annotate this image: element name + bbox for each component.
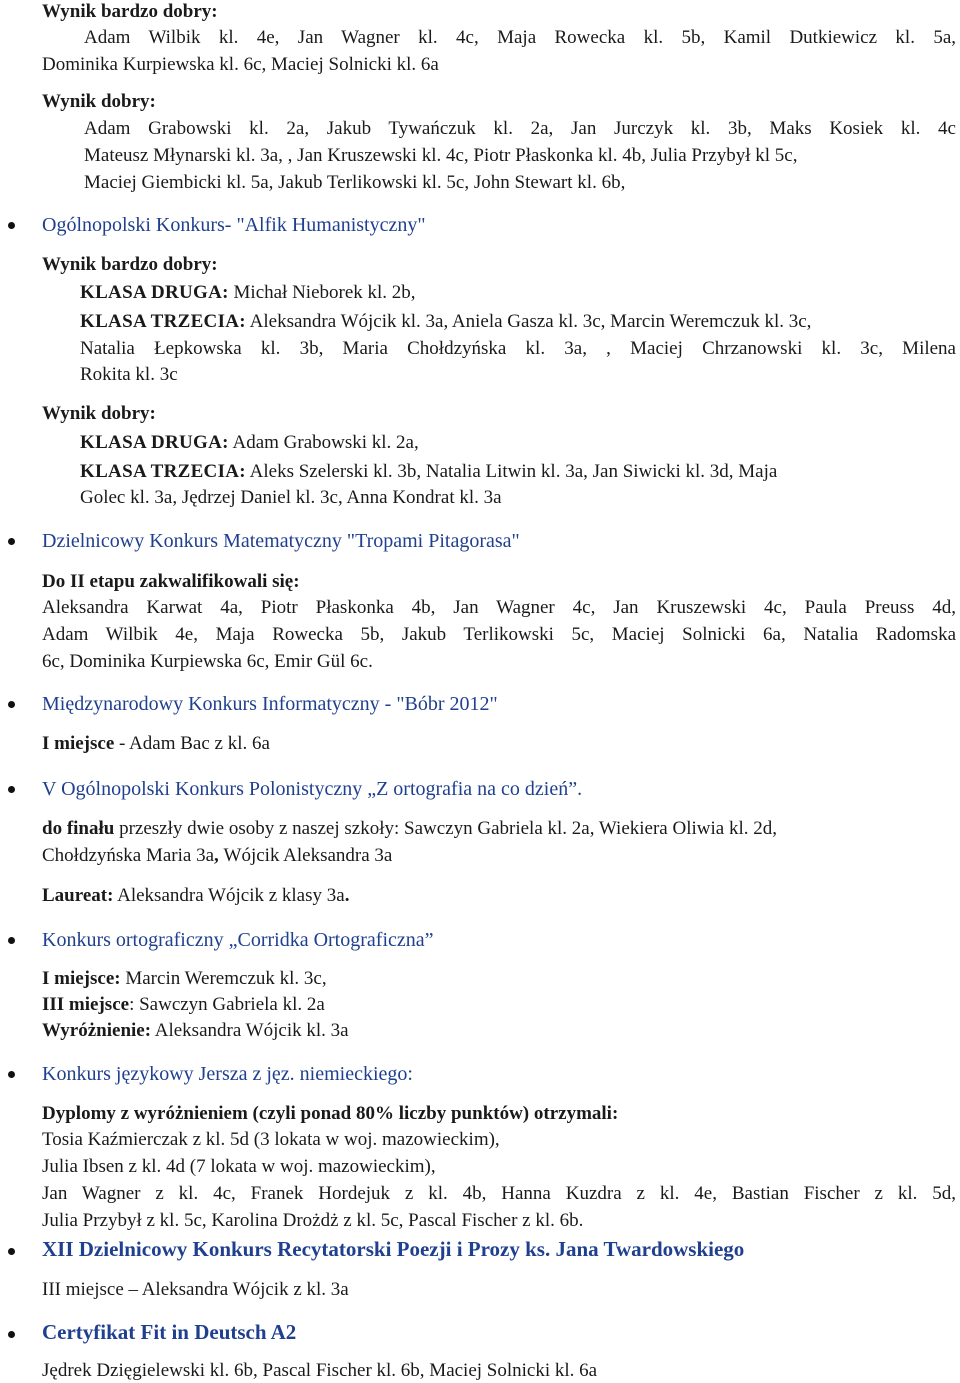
section-title-jersz: Konkurs językowy Jersza z jęz. niemieckiego:: [42, 1063, 413, 1085]
class-two-line: [80, 433, 419, 452]
bullet-icon: [8, 1248, 15, 1255]
results-line: Natalia Łepkowska kl. 3b, Maria Chołdzyńska kl. 3a, , Maciej Chrzanowski kl. 3c, Milena: [80, 338, 956, 359]
section-title-polonistyczny: V Ogólnopolski Konkurs Polonistyczny „Z ortografia na co dzień”.: [42, 778, 583, 800]
result-good-label: Wynik dobry:: [42, 91, 156, 112]
distinction-label: Wyróżnienie:: [42, 1020, 152, 1041]
results-line: Golec kl. 3a, Jędrzej Daniel kl. 3c, Anna Kondrat kl. 3a: [80, 487, 502, 508]
results-line: Mateusz Młynarski kl. 3a, , Jan Kruszewski kl. 4c, Piotr Płaskonka kl. 4b, Julia Przybył kl 5c,: [84, 145, 798, 166]
results-line: Adam Grabowski kl. 2a, Jakub Tywańczuk kl. 2a, Jan Jurczyk kl. 3b, Maks Kosiek kl. 4c: [84, 118, 956, 139]
section-title-alfik: Ogólnopolski Konkurs- "Alfik Humanistyczny": [42, 214, 426, 236]
laureat-results: Aleksandra Wójcik z klasy 3a: [113, 885, 345, 906]
place-line: [42, 734, 270, 753]
section-title-corridka: Konkurs ortograficzny „Corridka Ortograficzna”: [42, 929, 434, 951]
class-label: KLASA DRUGA:: [80, 282, 229, 303]
place-line: [42, 995, 325, 1014]
class-results: Aleksandra Wójcik kl. 3a, Aniela Gasza kl. 3c, Marcin Weremczuk kl. 3c,: [245, 311, 812, 332]
class-three-line: [80, 312, 811, 331]
results-line: III miejsce – Aleksandra Wójcik z kl. 3a: [42, 1279, 349, 1300]
results-line: Adam Wilbik 4e, Maja Rowecka 5b, Jakub Terlikowski 5c, Maciej Solnicki 6a, Natalia Radomska: [42, 624, 956, 645]
results-line: Maciej Giembicki kl. 5a, Jakub Terlikowski kl. 5c, John Stewart kl. 6b,: [84, 172, 626, 193]
results-line: Tosia Kaźmierczak z kl. 5d (3 lokata w woj. mazowieckim),: [42, 1129, 500, 1150]
bullet-icon: [8, 222, 15, 229]
results-line: Dominika Kurpiewska kl. 6c, Maciej Solnicki kl. 6a: [42, 54, 439, 75]
bullet-icon: [8, 786, 15, 793]
class-results: Adam Grabowski kl. 2a,: [228, 432, 419, 453]
participant-name: Chołdzyńska Maria 3a: [42, 845, 215, 866]
bullet-icon: [8, 937, 15, 944]
section-title-certyfikat: Certyfikat Fit in Deutsch A2: [42, 1320, 297, 1344]
laureat-line: [42, 886, 349, 905]
final-line: [42, 819, 777, 838]
section-title-recytatorski: XII Dzielnicowy Konkurs Recytatorski Poezji i Prozy ks. Jana Twardowskiego: [42, 1237, 745, 1261]
final-label: do finału: [42, 818, 115, 839]
results-line: Aleksandra Karwat 4a, Piotr Płaskonka 4b, Jan Wagner 4c, Jan Kruszewski 4c, Paula Preuss 4d,: [42, 597, 956, 618]
diplomas-label: Dyplomy z wyróżnieniem (czyli ponad 80% liczby punktów) otrzymali:: [42, 1103, 619, 1124]
place-results: : Sawczyn Gabriela kl. 2a: [129, 994, 325, 1015]
class-three-line: [80, 462, 777, 481]
bullet-icon: [8, 1331, 15, 1338]
place-results: - Adam Bac z kl. 6a: [114, 733, 270, 754]
distinction-results: Aleksandra Wójcik kl. 3a: [151, 1020, 349, 1041]
separator: ,: [214, 845, 224, 866]
laureat-label: Laureat:: [42, 885, 114, 906]
class-label: KLASA TRZECIA:: [80, 461, 246, 482]
result-very-good-label: Wynik bardzo dobry:: [42, 1, 218, 22]
results-line: Julia Przybył z kl. 5c, Karolina Drożdż z kl. 5c, Pascal Fischer z kl. 6b.: [42, 1210, 584, 1231]
place-label: I miejsce: [42, 733, 115, 754]
results-line: Julia Ibsen z kl. 4d (7 lokata w woj. mazowieckim),: [42, 1156, 436, 1177]
results-line: [42, 846, 392, 865]
class-label: KLASA DRUGA:: [80, 432, 229, 453]
class-results: Michał Nieborek kl. 2b,: [228, 282, 416, 303]
results-line: 6c, Dominika Kurpiewska 6c, Emir Gül 6c.: [42, 651, 373, 672]
bullet-icon: [8, 1071, 15, 1078]
bullet-icon: [8, 701, 15, 708]
class-two-line: [80, 283, 416, 302]
place-line: [42, 969, 327, 988]
qualified-label: Do II etapu zakwalifikowali się:: [42, 571, 300, 592]
bullet-icon: [8, 538, 15, 545]
place-label: I miejsce:: [42, 968, 121, 989]
participant-name: Wójcik Aleksandra 3a: [223, 845, 393, 866]
section-title-pitagoras: Dzielnicowy Konkurs Matematyczny "Tropami Pitagorasa": [42, 530, 520, 552]
results-line: Jan Wagner z kl. 4c, Franek Hordejuk z kl. 4b, Hanna Kuzdra z kl. 4e, Bastian Fischer z kl. 5d,: [42, 1183, 956, 1204]
results-line: Adam Wilbik kl. 4e, Jan Wagner kl. 4c, Maja Rowecka kl. 5b, Kamil Dutkiewicz kl. 5a,: [84, 27, 956, 48]
results-line: Rokita kl. 3c: [80, 364, 178, 385]
class-label: KLASA TRZECIA:: [80, 311, 246, 332]
place-results: Marcin Weremczuk kl. 3c,: [120, 968, 327, 989]
result-very-good-label: Wynik bardzo dobry:: [42, 254, 218, 275]
place-label: III miejsce: [42, 994, 130, 1015]
distinction-line: [42, 1021, 349, 1040]
period: .: [344, 885, 350, 906]
result-good-label: Wynik dobry:: [42, 403, 156, 424]
class-results: Aleks Szelerski kl. 3b, Natalia Litwin kl. 3a, Jan Siwicki kl. 3d, Maja: [245, 461, 778, 482]
final-results: przeszły dwie osoby z naszej szkoły: Sawczyn Gabriela kl. 2a, Wiekiera Oliwia kl. 2d,: [114, 818, 777, 839]
results-line: Jędrek Dzięgielewski kl. 6b, Pascal Fischer kl. 6b, Maciej Solnicki kl. 6a: [42, 1360, 598, 1381]
section-title-bobr: Międzynarodowy Konkurs Informatyczny - "Bóbr 2012": [42, 693, 498, 715]
